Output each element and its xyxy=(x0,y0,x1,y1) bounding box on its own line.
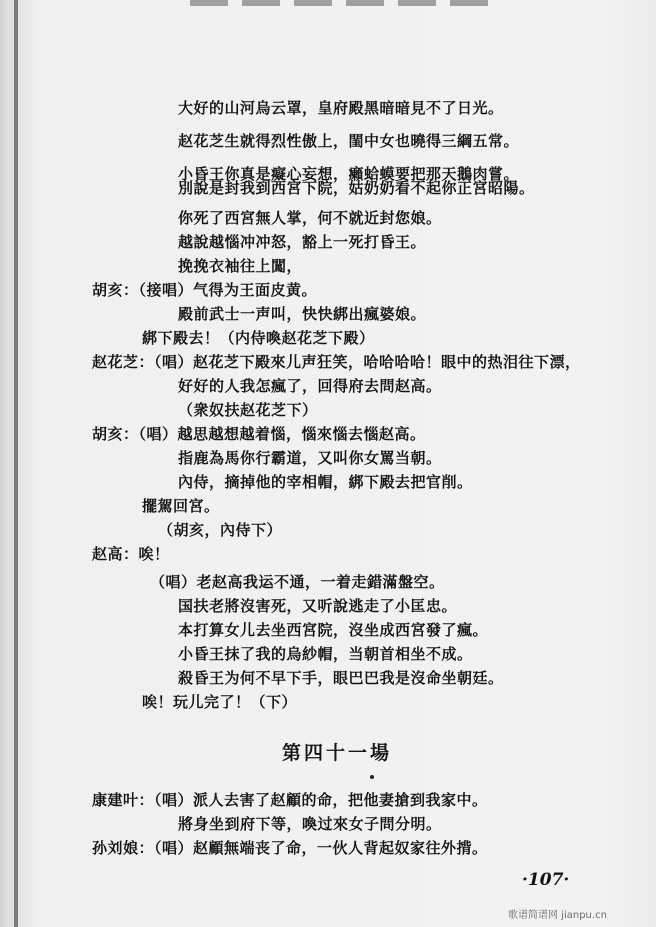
stage-direction: （衆奴扶赵花芝下） xyxy=(178,401,318,419)
watermark: 歌谱简谱网 jianpu.cn xyxy=(508,910,607,921)
section-title: 第四十一場 xyxy=(282,742,393,764)
script-line: 国扶老將沒害死，又听說逃走了小匡忠。 xyxy=(178,597,458,615)
script-line: 將身坐到府下等，喚过來女子問分明。 xyxy=(178,815,442,833)
stage-direction: （胡亥，內侍下） xyxy=(158,521,283,539)
script-line: 小昏王你真是癡心妄想，癩蛤蟆要把那天鵝肉嘗。 xyxy=(178,165,520,183)
script-line: 內侍，摘掉他的宰相帽，綁下殿去把官削。 xyxy=(178,473,473,491)
script-line: 本打算女儿去坐西宮院，沒坐成西宮發了瘋。 xyxy=(178,621,489,639)
script-line: 你死了西宮無人掌，何不就近封您娘。 xyxy=(178,209,442,227)
title-dot xyxy=(370,775,374,779)
script-line: 綁下殿去！（内侍喚赵花芝下殿） xyxy=(142,329,375,347)
page-number: ·107· xyxy=(522,870,570,890)
script-line: 擺駕回宮。 xyxy=(142,497,220,515)
script-line: （唱）老赵高我运不通，一着走錯滿盤空。 xyxy=(150,573,445,591)
script-line: 殺昏王为何不早下手，眼巴巴我是沒命坐朝廷。 xyxy=(178,669,504,687)
script-line: 唉！玩儿完了！（下） xyxy=(142,693,298,711)
page-binding-shadow xyxy=(0,0,10,927)
speaker-line: 胡亥：（唱）越思越想越着惱，惱來惱去惱赵高。 xyxy=(92,425,426,443)
script-line: 赵花芝生就得烈性傲上，閨中女也曉得三綱五常。 xyxy=(178,132,520,150)
speaker-line: 孙刘娘：（唱）赵顧無端丧了命，一伙人背起奴家往外揹。 xyxy=(92,839,488,857)
script-line: 小昏王抹了我的烏紗帽，当朝首相坐不成。 xyxy=(178,645,473,663)
page-binding-edge xyxy=(14,0,18,927)
speaker-line: 赵高：唉！ xyxy=(92,545,170,563)
script-line: 好好的人我怎瘋了，回得府去問赵高。 xyxy=(178,377,442,395)
top-bleed-through xyxy=(190,0,490,6)
script-line: 指鹿為馬你行霸道，又叫你女罵当朝。 xyxy=(178,449,442,467)
speaker-line: 赵花芝：（唱）赵花芝下殿來儿声狂笑，哈哈哈哈！眼中的热泪往下漂， xyxy=(92,353,581,371)
script-line: 越說越惱冲冲怒，豁上一死打昏王。 xyxy=(178,233,427,251)
script-line: 大好的山河烏云罩，皇府殿黑暗暗見不了日光。 xyxy=(178,99,504,117)
script-line: 挽挽衣袖往上闖， xyxy=(178,257,303,275)
script-line: 殿前武士一声叫，快快綁出瘋婆娘。 xyxy=(178,305,427,323)
speaker-line: 胡亥：（接唱）气得为王面皮黄。 xyxy=(92,281,318,299)
script-line: 別說是封我到西宮下院，姑奶奶看不起你正宮昭陽。 xyxy=(178,179,535,197)
speaker-line: 康建叶：（唱）派人去害了赵顧的命，把他妻搶到我家中。 xyxy=(92,791,488,809)
